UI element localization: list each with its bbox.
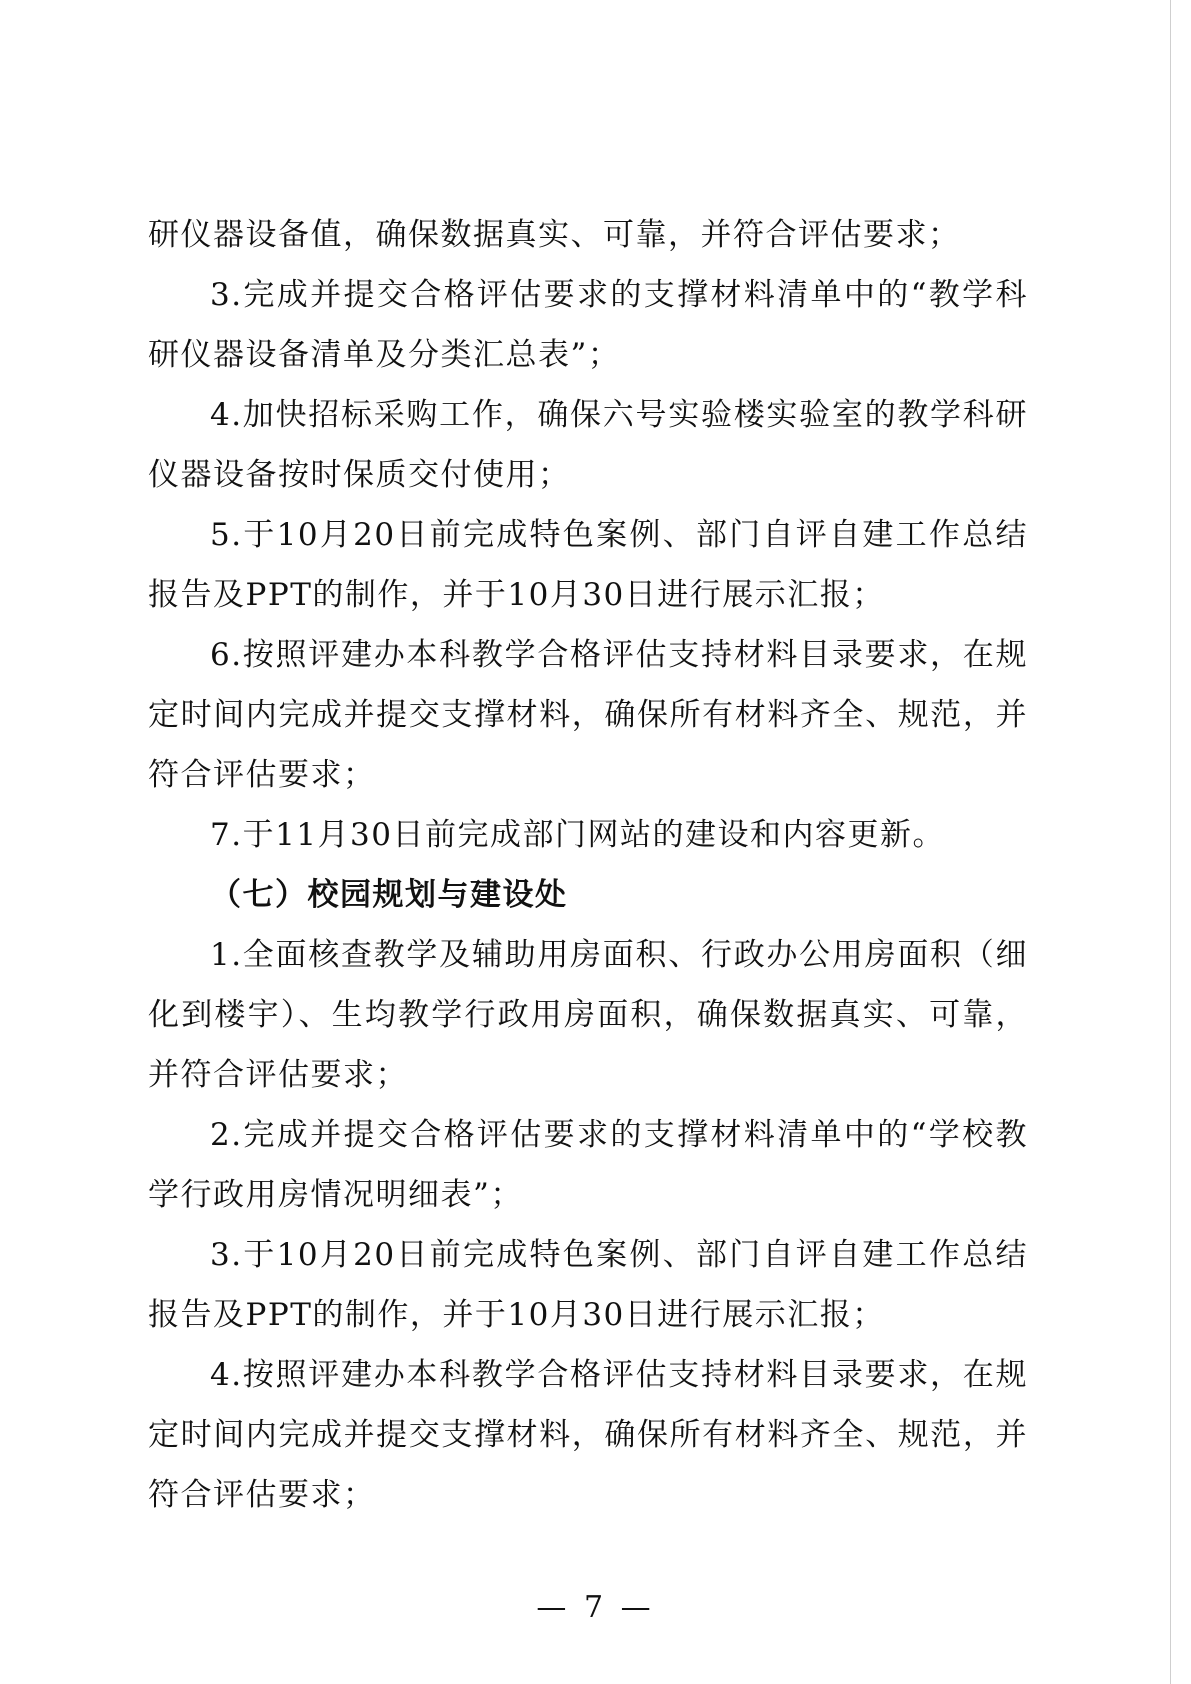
list-item: 1.全面核查教学及辅助用房面积、行政办公用房面积（细化到楼宇）、生均教学行政用房面积，确保数据真实、可靠，并符合评估要求； [148, 937, 1028, 1093]
list-item: 7.于11月30日前完成部门网站的建设和内容更新。 [210, 817, 945, 853]
section-heading: （七）校园规划与建设处 [210, 877, 568, 913]
list-item: 5.于10月20日前完成特色案例、部门自评自建工作总结报告及PPT的制作，并于10月30日进行展示汇报； [148, 517, 1028, 613]
paragraph-continuation: 研仪器设备值，确保数据真实、可靠，并符合评估要求； [148, 217, 961, 253]
document-body [148, 205, 1028, 1525]
list-item: 4.按照评建办本科教学合格评估支持材料目录要求，在规定时间内完成并提交支撑材料，确保所有材料齐全、规范，并符合评估要求； [148, 1357, 1028, 1513]
list-item: 4.加快招标采购工作，确保六号实验楼实验室的教学科研仪器设备按时保质交付使用； [148, 397, 1028, 493]
list-item: 6.按照评建办本科教学合格评估支持材料目录要求，在规定时间内完成并提交支撑材料，确保所有材料齐全、规范，并符合评估要求； [148, 637, 1028, 793]
list-item: 3.于10月20日前完成特色案例、部门自评自建工作总结报告及PPT的制作，并于10月30日进行展示汇报； [148, 1237, 1028, 1333]
scan-edge-line [1170, 0, 1171, 1684]
list-item: 2.完成并提交合格评估要求的支撑材料清单中的“学校教学行政用房情况明细表”； [148, 1117, 1028, 1213]
page-number: — 7 — [536, 1590, 655, 1625]
list-item: 3.完成并提交合格评估要求的支撑材料清单中的“教学科研仪器设备清单及分类汇总表”； [148, 277, 1028, 373]
